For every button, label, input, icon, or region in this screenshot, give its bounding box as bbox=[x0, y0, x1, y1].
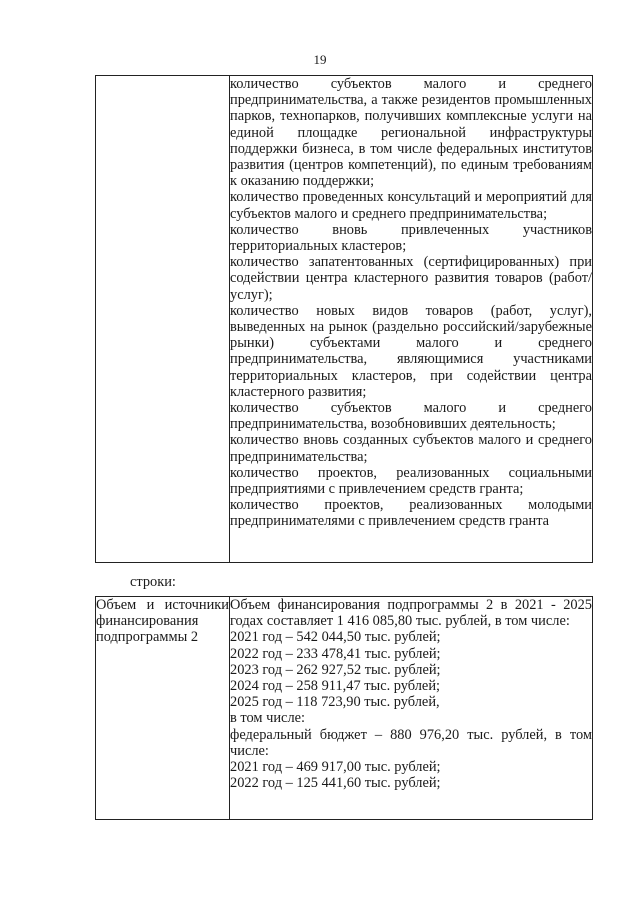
indicator-item: количество субъектов малого и среднего предпринимательства, возобновивших деятельность; bbox=[230, 400, 592, 433]
financing-year-line: 2025 год – 118 723,90 тыс. рублей, bbox=[230, 694, 440, 711]
indicator-item: количество вновь созданных субъектов малого и среднего предпринимательства; bbox=[230, 432, 592, 465]
federal-year-line: 2022 год – 125 441,60 тыс. рублей; bbox=[230, 775, 441, 792]
financing-label: Объем и источники финансирования подпрограммы 2 bbox=[96, 597, 229, 646]
federal-year-line: 2021 год – 469 917,00 тыс. рублей; bbox=[230, 759, 441, 776]
federal-budget: федеральный бюджет – 880 976,20 тыс. рублей, в том числе: bbox=[230, 726, 592, 759]
indicator-item: количество новых видов товаров (работ, услуг), выведенных на рынок (раздельно российский/зарубежные рынки) субъектами малого и среднего предпринимательства, являющимися участниками территориальных кластеров, при содействии центра кластерного развития; bbox=[230, 302, 592, 400]
indicator-item: количество субъектов малого и среднего предпринимательства, а также резидентов промышленных парков, технопарков, получивших комплексные услуги на единой площадке региональной инфраструктуры поддержки бизнеса, в том числе федеральных институтов развития (центров компетенций), по единым требованиям к оказанию поддержки; bbox=[230, 76, 592, 190]
in-that-number: в том числе: bbox=[230, 710, 306, 727]
financing-intro: Объем финансирования подпрограммы 2 в 2021 - 2025 годах составляет 1 416 085,80 тыс. рублей, в том числе: bbox=[230, 597, 592, 630]
table-left-cell bbox=[96, 76, 230, 563]
table-row bbox=[96, 597, 593, 820]
page-number: 19 bbox=[313, 52, 327, 67]
indicator-item: количество запатентованных (сертифицированных) при содействии центра кластерного развития товаров (работ/услуг); bbox=[230, 254, 592, 303]
financing-year-line: 2023 год – 262 927,52 тыс. рублей; bbox=[230, 661, 441, 678]
indicator-item: количество проектов, реализованных молодыми предпринимателями с привлечением средств гранта bbox=[230, 497, 592, 530]
indicators-cell bbox=[230, 76, 593, 563]
indicators-table bbox=[95, 75, 593, 563]
table-row bbox=[96, 76, 593, 563]
financing-year-line: 2021 год – 542 044,50 тыс. рублей; bbox=[230, 629, 441, 646]
indicator-item: количество проведенных консультаций и мероприятий для субъектов малого и среднего предпринимательства; bbox=[230, 189, 592, 222]
financing-table bbox=[95, 596, 593, 820]
rows-label: строки: bbox=[130, 574, 176, 590]
indicator-item: количество вновь привлеченных участников территориальных кластеров; bbox=[230, 221, 592, 255]
financing-year-line: 2024 год – 258 911,47 тыс. рублей; bbox=[230, 678, 441, 695]
financing-label-cell bbox=[96, 597, 230, 820]
financing-year-line: 2022 год – 233 478,41 тыс. рублей; bbox=[230, 645, 441, 662]
financing-details-cell bbox=[230, 597, 593, 820]
indicator-item: количество проектов, реализованных социальными предприятиями с привлечением средств гранта; bbox=[230, 464, 592, 498]
